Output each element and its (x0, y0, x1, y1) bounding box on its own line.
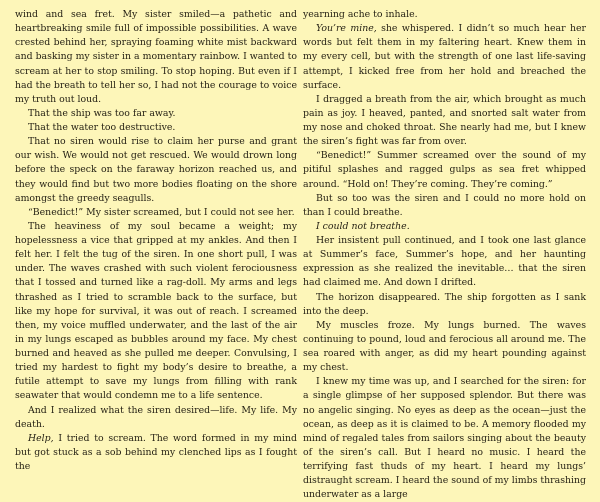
text-run: “Benedict!” Summer screamed over the sound of my pitiful splashes and ragged gulps as sea fret whipped around. “Hold on! They’re coming. They’re coming.” (303, 150, 586, 190)
italic-text: You’re mine, (316, 23, 377, 35)
right-page-paragraph (303, 93, 586, 150)
text-run: “Benedict!” My sister screamed, but I could not see her. (28, 206, 295, 218)
right-page-paragraph (303, 8, 586, 22)
right-page-paragraph (303, 149, 586, 191)
text-run: But so too was the siren and I could no more hold on than I could breathe. (303, 192, 586, 218)
right-page-paragraph (303, 375, 586, 502)
text-run: I tried to scream. The word formed in my mind but got stuck as a sob behind my clenched lips as I fought the (15, 432, 297, 472)
text-run: The horizon disappeared. The ship forgotten as I sank into the deep. (303, 291, 586, 317)
left-page-paragraph (15, 121, 297, 135)
left-page-paragraph (15, 8, 297, 107)
text-run: Her insistent pull continued, and I took one last glance at Summer’s face, Summer’s hope, and her haunting expression as she realized the inevitable… that the siren had claimed me. And down I drifted. (303, 235, 586, 289)
right-page (303, 8, 586, 502)
right-page-paragraph (303, 22, 586, 93)
right-page-paragraph (303, 319, 586, 376)
right-page-paragraph (303, 192, 586, 220)
right-page-paragraph (303, 234, 586, 291)
italic-text: Help, (28, 432, 54, 444)
text-run: she whispered. I didn’t so much hear her words but felt them in my faltering heart. Knew them in my every cell, but with the strength of one last life-saving attempt, I kicked free from her hold and breached the surface. (303, 23, 586, 91)
left-page-paragraph (15, 135, 297, 206)
left-page-paragraph (15, 220, 297, 404)
text-run: That the water too destructive. (28, 122, 176, 133)
text-run: That the ship was too far away. (28, 107, 176, 119)
text-run: yearning ache to inhale. (303, 9, 418, 20)
text-run: And I realized what the siren desired—life. My life. My death. (15, 404, 297, 430)
text-run: wind and sea fret. My sister smiled—a pathetic and heartbreaking smile full of impossible possibilities. A wave crested behind her, spraying foaming white mist backward and basking my sister in a momentary rainbow. I wanted to scream at her to stop smiling. To stop hoping. But even if I had the breath to tell her so, I had not the courage to voice my truth out loud. (15, 9, 297, 105)
left-page (15, 8, 297, 474)
right-page-paragraph (303, 220, 586, 234)
italic-text: I could not breathe. (316, 220, 410, 232)
text-run: That no siren would rise to claim her purse and grant our wish. We would not get rescued. We would drown long before the speck on the faraway horizon reached us, and they would find but two more bodies floating on the shore amongst the greedy seagulls. (15, 136, 297, 204)
text-run: I dragged a breath from the air, which brought as much pain as joy. I heaved, panted, and snorted salt water from my nose and choked throat. She nearly had me, but I knew the siren’s fight was far from over. (303, 93, 586, 148)
text-run: The heaviness of my soul became a weight; my hopelessness a vice that gripped at my ankles. And then I felt her. I felt the tug of the siren. In one short pull, I was under. The waves crashed with such violent ferociousness that I tossed and turned like a rag-doll. My arms and legs thrashed as I tried to scramble back to the surface, but like my hope for survival, it was out of reach. I screamed then, my voice muffled underwater, and the last of the air in my lungs escaped as bubbles around my face. My chest burned and heaved as she pulled me deeper. Convulsing, I tried my hardest to fight my body’s desire to breathe, a futile attempt to save my lungs from filling with rank seawater that would condemn me to a life sentence. (15, 220, 297, 402)
text-run: I knew my time was up, and I searched for the siren: for a single glimpse of her supposed splendor. But there was no angelic singing. No eyes as deep as the ocean—just the ocean, as deep as it is claimed to be. A memory flooded my mind of regaled tales from sailors singing about the beauty of the siren’s call. But I heard no music. I heard the terrifying fast thuds of my heart. I heard my lungs’ distraught scream. I heard the sound of my limbs thrashing underwater as a large (303, 376, 586, 501)
right-page-paragraph (303, 291, 586, 319)
text-run: My muscles froze. My lungs burned. The waves continuing to pound, loud and ferocious all around me. The sea roared with anger, as did my heart pounding against my chest. (303, 319, 586, 374)
left-page-paragraph (15, 107, 297, 121)
left-page-paragraph (15, 206, 297, 220)
left-page-paragraph (15, 432, 297, 474)
left-page-paragraph (15, 404, 297, 432)
